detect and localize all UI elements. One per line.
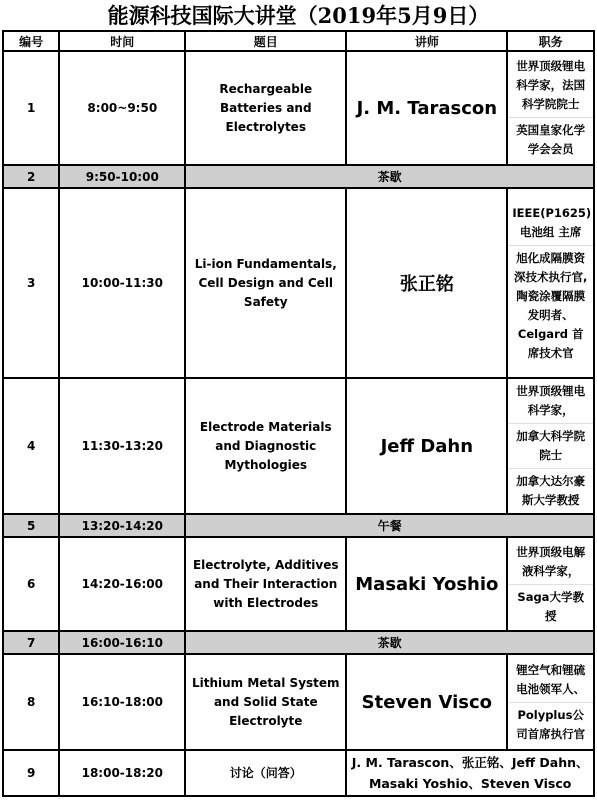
row-time: 14:20-16:00 [59, 537, 185, 631]
row-no: 6 [3, 537, 59, 631]
position-line: 旭化成隔膜资深技术执行官,陶瓷涂覆隔膜发明者、Celgard 首席技术官 [508, 245, 593, 366]
row-lecturers-all: J. M. Tarascon、张正铭、Jeff Dahn、Masaki Yoshio、Steven Visco [346, 750, 594, 796]
row-topic: Li-ion Fundamentals, Cell Design and Cell Safety [185, 188, 346, 378]
row-no: 9 [3, 750, 59, 796]
page-title: 能源科技国际大讲堂（2019年5月9日） [107, 3, 490, 28]
row-time: 8:00~9:50 [59, 51, 185, 165]
table-row [3, 537, 594, 631]
row-lecturer: 张正铭 [346, 188, 507, 378]
row-topic: Rechargeable Batteries and Electrolytes [185, 51, 346, 165]
row-no: 3 [3, 188, 59, 378]
row-time: 10:00-11:30 [59, 188, 185, 378]
row-lecturer: Masaki Yoshio [346, 537, 507, 631]
row-position [507, 378, 594, 514]
position-line: 加拿大达尔豪斯大学教授 [508, 468, 593, 513]
row-time: 9:50-10:00 [59, 165, 185, 188]
row-topic: 讨论（问答） [185, 750, 346, 796]
break-label: 茶歇 [185, 165, 594, 188]
row-no: 5 [3, 514, 59, 537]
break-label: 茶歇 [185, 631, 594, 654]
break-row [3, 514, 594, 537]
position-line: 世界顶级电解液科学家， [516, 544, 586, 578]
table-row [3, 51, 594, 165]
row-no: 2 [3, 165, 59, 188]
header-topic: 题目 [185, 31, 346, 51]
row-time: 16:10-18:00 [59, 654, 185, 750]
row-position [507, 188, 594, 378]
header-time: 时间 [59, 31, 185, 51]
row-lecturer: Steven Visco [346, 654, 507, 750]
header-no: 编号 [3, 31, 59, 51]
row-time: 13:20-14:20 [59, 514, 185, 537]
header-lecturer: 讲师 [346, 31, 507, 51]
row-topic: Lithium Metal System and Solid State Electrolyte [185, 654, 346, 750]
row-no: 8 [3, 654, 59, 750]
position-line: Saga大学教授 [508, 584, 593, 629]
row-topic: Electrolyte, Additives and Their Interaction with Electrodes [185, 537, 346, 631]
row-position [507, 51, 594, 165]
schedule-table [2, 30, 595, 797]
table-row [3, 654, 594, 750]
table-row [3, 378, 594, 514]
position-line: 世界顶级锂电科学家，法国科学院院士 [516, 59, 586, 111]
position-line: 世界顶级锂电科学家， [516, 384, 586, 417]
position-line: Polyplus公司首席执行官 [508, 702, 593, 747]
row-lecturer: Jeff Dahn [346, 378, 507, 514]
row-no: 4 [3, 378, 59, 514]
break-row [3, 631, 594, 654]
row-no: 7 [3, 631, 59, 654]
position-line: 加拿大科学院院士 [508, 423, 593, 468]
row-time: 16:00-16:10 [59, 631, 185, 654]
position-line: 锂空气和锂硫电池领军人、 [516, 662, 586, 696]
position-line: IEEE(P1625)电池组 主席 [512, 205, 592, 239]
row-topic: Electrode Materials and Diagnostic Mythologies [185, 378, 346, 514]
table-row [3, 750, 594, 796]
row-position [507, 537, 594, 631]
row-position [507, 654, 594, 750]
break-row [3, 165, 594, 188]
row-time: 11:30-13:20 [59, 378, 185, 514]
row-no: 1 [3, 51, 59, 165]
table-row [3, 188, 594, 378]
row-lecturer: J. M. Tarascon [346, 51, 507, 165]
position-line: 英国皇家化学学会会员 [508, 117, 593, 162]
break-label: 午餐 [185, 514, 594, 537]
row-time: 18:00-18:20 [59, 750, 185, 796]
header-position: 职务 [507, 31, 594, 51]
header-row [3, 31, 594, 51]
